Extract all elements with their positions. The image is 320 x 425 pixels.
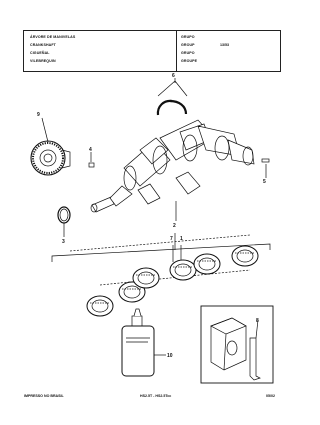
thrust-washer-pair xyxy=(158,78,187,115)
callout-1: 1 xyxy=(180,236,183,242)
callout-5: 5 xyxy=(263,179,266,185)
group-label-fr: GROUPE xyxy=(181,59,198,63)
callout-9: 9 xyxy=(37,112,40,118)
title-fr: VILEBREQUIN xyxy=(30,59,56,63)
callout-6: 6 xyxy=(172,73,175,79)
tool-inset xyxy=(201,306,273,383)
sealant-bottle xyxy=(122,309,166,376)
group-label-es: GRUPO xyxy=(181,51,195,55)
callout-10: 10 xyxy=(167,353,173,359)
footer-right: 05/02 xyxy=(266,394,275,398)
group-label-pt: GRUPO xyxy=(181,35,195,39)
title-en: CRANKSHAFT xyxy=(30,43,56,47)
footer-left: IMPRESSO NO BRASIL xyxy=(24,394,64,398)
callout-7: 7 xyxy=(170,236,173,242)
crankshaft xyxy=(91,120,254,221)
callout-8: 8 xyxy=(256,318,259,324)
footer-center: HS2.5T - HS2.5Tcc xyxy=(140,394,172,398)
crankshaft-gear xyxy=(31,118,70,175)
woodruff-key xyxy=(89,152,94,167)
title-pt: ÁRVORE DE MANIVELAS xyxy=(30,35,76,39)
group-label-en: GROUP xyxy=(181,43,195,47)
callout-4: 4 xyxy=(89,147,92,153)
callout-2: 2 xyxy=(173,223,176,229)
callout-3: 3 xyxy=(62,239,65,245)
dowel-pin xyxy=(262,159,269,178)
title-es: CIGUEÑAL xyxy=(30,51,50,55)
group-value: 13/53 xyxy=(220,43,229,47)
seal-ring xyxy=(58,207,70,237)
main-bearings-row xyxy=(70,235,258,316)
